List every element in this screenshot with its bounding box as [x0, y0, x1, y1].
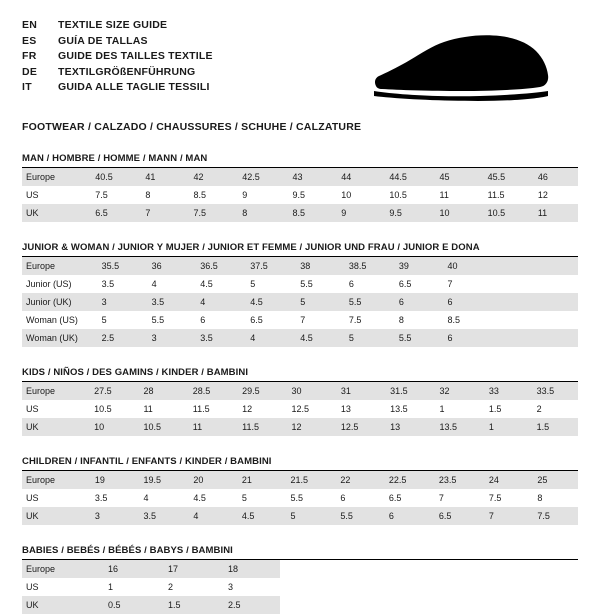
- size-cell: 11.5: [192, 404, 210, 414]
- size-cell: 2: [536, 404, 542, 414]
- language-title-list-body: [22, 18, 213, 96]
- language-title: GUIDE DES TAILLES TEXTILE: [58, 50, 213, 62]
- size-cell: 18: [220, 560, 280, 578]
- size-block-children: [22, 456, 578, 525]
- table-row: [22, 382, 578, 400]
- language-title-list: [22, 18, 213, 96]
- size-cell: 13.5: [390, 404, 408, 414]
- size-cell-empty: [488, 275, 533, 293]
- size-cell: 6.5: [250, 315, 263, 325]
- size-cell: 7.5: [186, 204, 235, 222]
- size-block-kids: [22, 367, 578, 436]
- size-cell: 7.5: [348, 315, 362, 325]
- size-cell: 40.5: [87, 168, 137, 186]
- size-cell: 2.5: [220, 596, 280, 614]
- size-cell: 37.5: [242, 257, 292, 275]
- size-cell: 41: [137, 168, 185, 186]
- table-row: [22, 329, 578, 347]
- size-cell: 13: [340, 404, 351, 414]
- size-cell: 23.5: [431, 471, 481, 489]
- size-cell-empty: [488, 311, 533, 329]
- size-cell: 22.5: [381, 471, 431, 489]
- size-cell: 1: [481, 418, 529, 436]
- size-block-junior-woman: [22, 242, 578, 347]
- size-table-body: [22, 560, 280, 614]
- language-code: DE: [22, 65, 38, 78]
- table-row: [22, 418, 578, 436]
- size-cell: 8: [145, 190, 151, 200]
- size-cell: 1: [439, 404, 445, 414]
- language-code: FR: [22, 50, 37, 62]
- size-cell: 10.5: [389, 190, 407, 200]
- size-cell: 8: [537, 493, 543, 503]
- size-cell: 6: [381, 507, 431, 525]
- size-cell: 9.5: [381, 204, 431, 222]
- size-cell: 12: [537, 190, 548, 200]
- size-cell: 7: [300, 315, 306, 325]
- size-cell: 7: [481, 507, 530, 525]
- size-cell: 5.5: [290, 493, 303, 503]
- language-code: EN: [22, 19, 38, 31]
- size-cell: 7: [447, 279, 453, 289]
- table-row: [22, 275, 578, 293]
- table-row: [22, 596, 280, 614]
- language-title: TEXTILGRÖßENFÜHRUNG: [58, 65, 196, 78]
- table-row: [22, 471, 578, 489]
- size-cell: 21: [234, 471, 283, 489]
- size-cell: 28.5: [185, 382, 234, 400]
- table-row: [22, 578, 280, 596]
- size-cell: 5: [341, 329, 391, 347]
- size-cell: 29.5: [234, 382, 283, 400]
- size-cell: 4: [185, 507, 234, 525]
- size-cell: 8.5: [193, 190, 207, 200]
- row-label: Europe: [22, 382, 86, 400]
- size-cell: 46: [530, 168, 578, 186]
- size-cell: 32: [432, 382, 481, 400]
- size-cell: 13.5: [432, 418, 481, 436]
- row-label: Junior (US): [26, 279, 72, 289]
- size-cell: 42.5: [234, 168, 284, 186]
- size-cell: 9.5: [292, 190, 305, 200]
- size-cell: 3.5: [101, 279, 115, 289]
- size-cell: 31: [333, 382, 382, 400]
- language-row: [22, 18, 213, 34]
- size-block-babies: [22, 545, 578, 614]
- language-code: IT: [22, 81, 32, 93]
- size-cell: 4.5: [193, 493, 206, 503]
- size-cell: 17: [160, 560, 220, 578]
- size-cell: 5.5: [151, 315, 165, 325]
- size-cell: 7.5: [488, 493, 502, 503]
- size-cell: 6: [391, 293, 440, 311]
- size-cell: 36: [144, 257, 193, 275]
- size-cell: 6.5: [398, 279, 412, 289]
- size-cell: 7: [137, 204, 185, 222]
- size-cell: 20: [185, 471, 234, 489]
- size-cell: 25: [529, 471, 578, 489]
- size-cell: 44: [333, 168, 381, 186]
- size-cell-empty: [533, 257, 578, 275]
- size-cell: 6: [340, 493, 346, 503]
- size-cell: 3.5: [144, 293, 193, 311]
- size-cell: 4.5: [200, 279, 213, 289]
- table-row: [22, 311, 578, 329]
- size-cell: 3: [228, 582, 234, 592]
- size-cell: 21.5: [282, 471, 332, 489]
- size-cell: 40: [439, 257, 488, 275]
- size-table-man: [22, 168, 578, 222]
- size-cell: 24: [481, 471, 530, 489]
- page-header: [22, 18, 578, 107]
- size-table-children: [22, 471, 578, 525]
- size-cell: 13: [382, 418, 431, 436]
- size-cell: 45: [432, 168, 480, 186]
- row-label: UK: [22, 418, 86, 436]
- size-cell: 19.5: [135, 471, 185, 489]
- row-label: Junior (UK): [22, 293, 94, 311]
- block-title: CHILDREN / INFANTIL / ENFANTS / KINDER / BAMBINI: [22, 456, 272, 467]
- size-cell: 12: [242, 404, 253, 414]
- language-title: TEXTILE SIZE GUIDE: [58, 19, 168, 31]
- size-table-body: [22, 168, 578, 222]
- size-cell: 1.5: [529, 418, 578, 436]
- size-cell: 2: [168, 582, 174, 592]
- size-cell: 3: [87, 507, 136, 525]
- table-row: [22, 507, 578, 525]
- language-code: ES: [22, 34, 37, 47]
- size-cell-empty: [488, 329, 533, 347]
- size-cell: 6.5: [388, 493, 402, 503]
- size-table-body: [22, 471, 578, 525]
- size-cell: 5.5: [391, 329, 440, 347]
- table-row: [22, 204, 578, 222]
- dress-shoe-icon: [370, 34, 550, 107]
- block-title: KIDS / NIÑOS / DES GAMINS / KINDER / BAMBINI: [22, 367, 249, 378]
- row-label: Europe: [22, 257, 94, 275]
- size-cell: 6: [348, 279, 354, 289]
- size-cell: 3.5: [135, 507, 185, 525]
- row-label: Europe: [22, 471, 87, 489]
- size-table-junior-woman: [22, 257, 578, 347]
- language-title: GUIDA ALLE TAGLIE TESSILI: [58, 81, 210, 93]
- size-cell: 44.5: [381, 168, 431, 186]
- size-cell: 45.5: [480, 168, 530, 186]
- table-row: [22, 168, 578, 186]
- size-cell: 3.5: [192, 329, 242, 347]
- size-cell: 6.5: [431, 507, 481, 525]
- table-row: [22, 186, 578, 204]
- size-cell: 4: [151, 279, 157, 289]
- language-title: GUÍA DE TALLAS: [58, 34, 148, 47]
- size-cell: 36.5: [192, 257, 242, 275]
- size-cell: 10: [341, 190, 352, 200]
- size-cell: 5.5: [341, 293, 391, 311]
- size-cell: 9: [333, 204, 381, 222]
- size-table-body: [22, 257, 578, 347]
- size-cell: 33: [481, 382, 529, 400]
- size-cell: 35.5: [94, 257, 144, 275]
- size-cell: 28: [135, 382, 184, 400]
- size-cell: 6.5: [87, 204, 137, 222]
- size-cell-empty: [533, 311, 578, 329]
- size-cell: 6: [439, 329, 488, 347]
- size-cell: 22: [332, 471, 381, 489]
- size-cell: 10.5: [94, 404, 112, 414]
- table-row: [22, 560, 280, 578]
- size-cell: 4.5: [292, 329, 341, 347]
- row-label: UK: [22, 204, 87, 222]
- size-cell: 4.5: [234, 507, 283, 525]
- size-cell: 33.5: [529, 382, 578, 400]
- block-title: MAN / HOMBRE / HOMME / MANN / MAN: [22, 153, 208, 164]
- size-table-body: [22, 382, 578, 436]
- row-label: Europe: [22, 168, 87, 186]
- row-label: UK: [22, 596, 100, 614]
- language-row: [22, 65, 213, 81]
- size-cell: 7.5: [95, 190, 108, 200]
- size-cell: 12.5: [333, 418, 382, 436]
- row-label: UK: [22, 507, 87, 525]
- size-cell: 11.5: [234, 418, 283, 436]
- language-row: [22, 80, 213, 96]
- size-cell: 10.5: [480, 204, 530, 222]
- size-cell: 5.5: [300, 279, 313, 289]
- table-row: [22, 293, 578, 311]
- size-cell: 9: [242, 190, 248, 200]
- size-cell: 8: [398, 315, 404, 325]
- size-cell: 8.5: [447, 315, 460, 325]
- size-cell: 2.5: [94, 329, 144, 347]
- table-row: [22, 400, 578, 418]
- size-cell-empty: [488, 257, 533, 275]
- size-cell: 10.5: [135, 418, 184, 436]
- size-cell-empty: [488, 293, 533, 311]
- size-cell: 27.5: [86, 382, 135, 400]
- row-label: Woman (US): [26, 315, 78, 325]
- size-cell: 39: [391, 257, 440, 275]
- size-cell: 6: [200, 315, 206, 325]
- size-block-man: [22, 153, 578, 222]
- size-cell: 0.5: [100, 596, 160, 614]
- row-label: Europe: [22, 560, 100, 578]
- size-cell: 5: [292, 293, 341, 311]
- size-cell: 5.5: [332, 507, 381, 525]
- size-cell: 42: [186, 168, 235, 186]
- size-cell: 4: [143, 493, 149, 503]
- row-label: Woman (UK): [22, 329, 94, 347]
- size-cell: 31.5: [382, 382, 431, 400]
- language-row: [22, 34, 213, 50]
- size-cell-empty: [533, 329, 578, 347]
- size-cell: 10: [86, 418, 135, 436]
- size-cell: 4: [192, 293, 242, 311]
- footwear-category-title: FOOTWEAR / CALZADO / CHAUSSURES / SCHUHE / CALZATURE: [22, 121, 362, 133]
- size-cell: 38.5: [341, 257, 391, 275]
- size-cell: 38: [292, 257, 341, 275]
- size-cell: 8: [234, 204, 284, 222]
- size-cell: 19: [87, 471, 136, 489]
- row-label: US: [26, 190, 39, 200]
- block-title: JUNIOR & WOMAN / JUNIOR Y MUJER / JUNIOR ET FEMME / JUNIOR UND FRAU / JUNIOR E DONA: [22, 242, 480, 253]
- language-row: [22, 49, 213, 65]
- size-cell: 4.5: [242, 293, 292, 311]
- size-cell: 11: [143, 404, 153, 414]
- size-cell: 16: [100, 560, 160, 578]
- size-cell: 5: [250, 279, 256, 289]
- size-cell: 3: [94, 293, 144, 311]
- size-cell: 11: [530, 204, 578, 222]
- size-cell: 1: [108, 582, 114, 592]
- size-cell: 10: [432, 204, 480, 222]
- size-cell: 1.5: [488, 404, 502, 414]
- size-cell: 11.5: [487, 190, 505, 200]
- size-cell: 4: [242, 329, 292, 347]
- block-title: BABIES / BEBÉS / BÉBÉS / BABYS / BAMBINI: [22, 545, 233, 556]
- size-cell: 5: [282, 507, 332, 525]
- size-cell: 43: [284, 168, 333, 186]
- table-row: [22, 257, 578, 275]
- size-cell: 5: [241, 493, 247, 503]
- size-cell-empty: [533, 293, 578, 311]
- size-cell: 5: [101, 315, 107, 325]
- row-label: US: [26, 404, 39, 414]
- size-cell: 3.5: [94, 493, 108, 503]
- row-label: US: [26, 493, 39, 503]
- size-cell: 7: [438, 493, 444, 503]
- size-table-kids: [22, 382, 578, 436]
- size-cell: 11: [185, 418, 234, 436]
- size-cell: 7.5: [529, 507, 578, 525]
- size-cell: 6: [439, 293, 488, 311]
- size-cell: 30: [283, 382, 332, 400]
- size-cell: 11: [439, 190, 449, 200]
- row-label: US: [26, 582, 39, 592]
- size-table-babies: [22, 560, 280, 614]
- size-cell: 3: [144, 329, 193, 347]
- size-cell: 12.5: [291, 404, 309, 414]
- table-row: [22, 489, 578, 507]
- size-cell: 1.5: [160, 596, 220, 614]
- size-cell: 12: [283, 418, 332, 436]
- size-cell: 8.5: [284, 204, 333, 222]
- size-cell-empty: [533, 275, 578, 293]
